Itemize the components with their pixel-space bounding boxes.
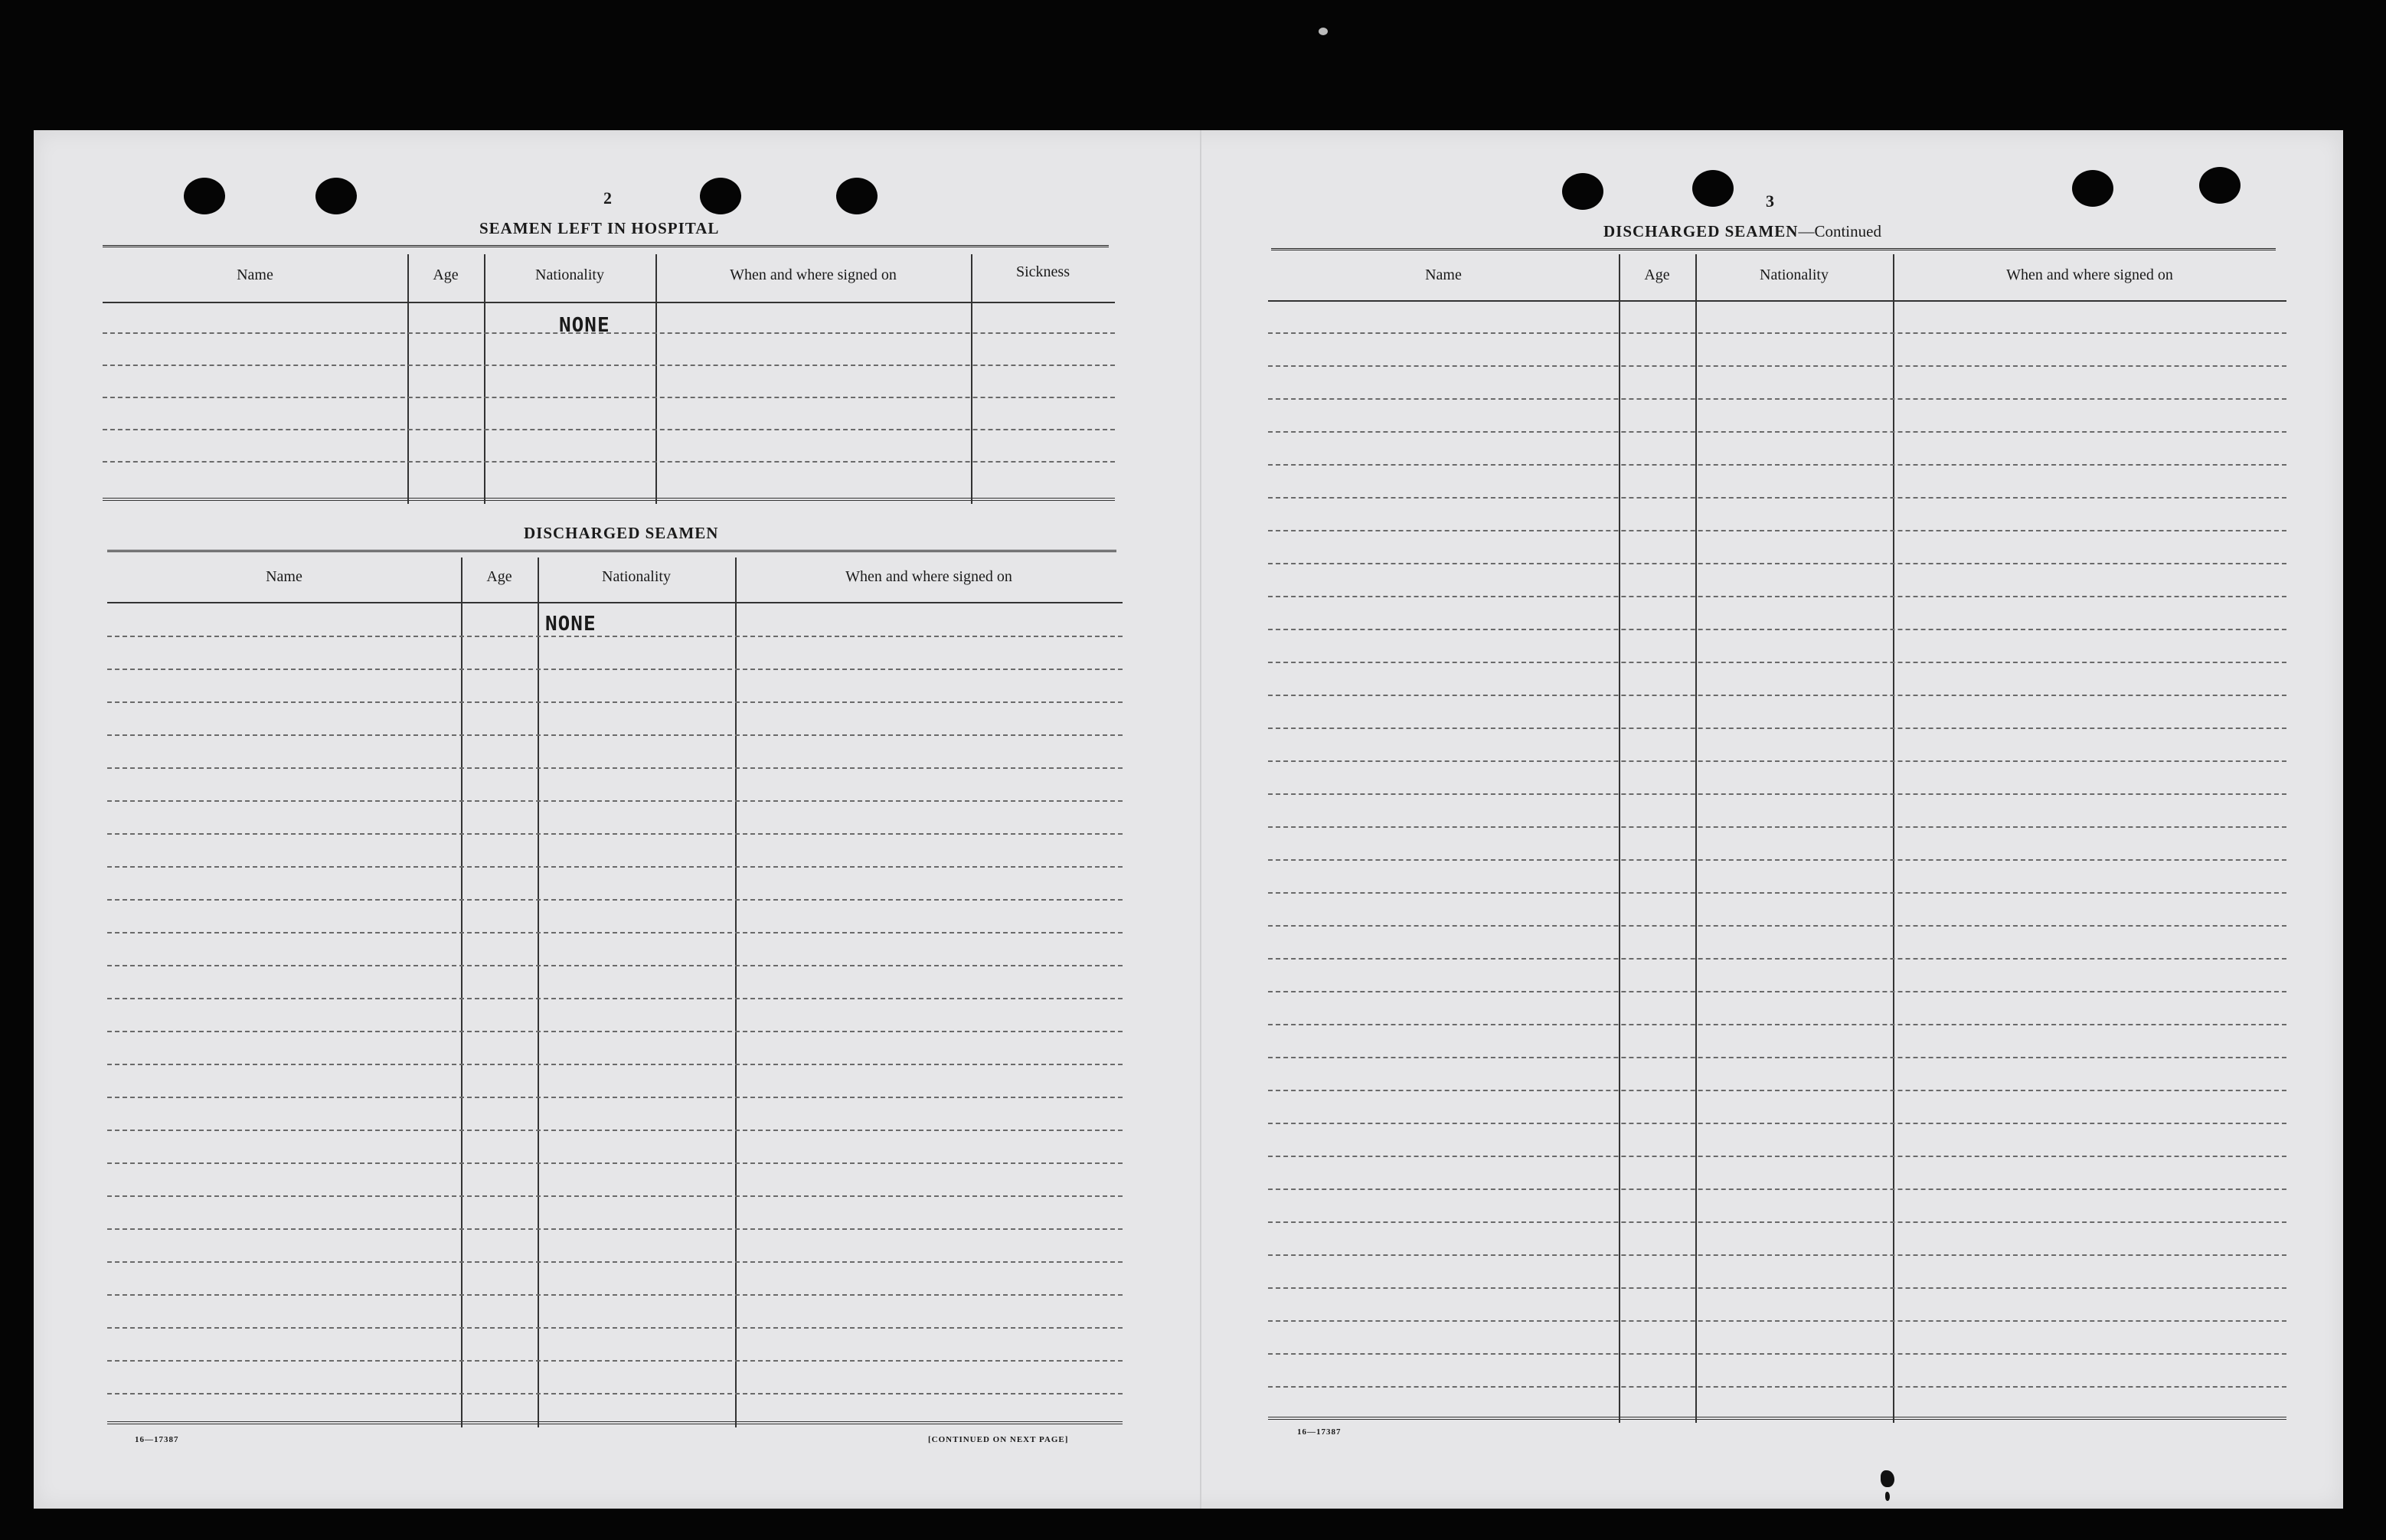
table-row xyxy=(107,1294,1123,1296)
table-row xyxy=(1268,431,2286,433)
table-row xyxy=(1268,596,2286,597)
col-header-age: Age xyxy=(486,568,512,585)
punch-hole xyxy=(2072,170,2113,207)
table-row xyxy=(107,1031,1123,1032)
col-header-signed-on: When and where signed on xyxy=(2006,266,2173,283)
table-row xyxy=(107,1195,1123,1197)
table-row xyxy=(107,998,1123,999)
table-row xyxy=(107,669,1123,670)
discharged-continued-title xyxy=(1603,222,1881,241)
dust-speck xyxy=(1319,28,1328,35)
table-row xyxy=(1268,958,2286,960)
table-row xyxy=(1268,365,2286,367)
table-row xyxy=(1268,629,2286,630)
column-divider xyxy=(407,254,409,504)
table-row xyxy=(1268,859,2286,861)
table-row xyxy=(1268,563,2286,564)
table-row xyxy=(1268,1221,2286,1223)
table-row xyxy=(107,899,1123,901)
hospital-table xyxy=(103,254,1115,504)
punch-hole xyxy=(1692,170,1734,207)
hospital-top-rule xyxy=(103,245,1109,250)
col-header-name: Name xyxy=(237,266,273,283)
discharged-table xyxy=(107,557,1123,1427)
table-row xyxy=(103,429,1115,430)
table-row xyxy=(103,397,1115,398)
table-row xyxy=(1268,793,2286,795)
table-row xyxy=(1268,1057,2286,1058)
column-divider xyxy=(484,254,485,504)
table-row xyxy=(107,965,1123,966)
table-row xyxy=(1268,1254,2286,1256)
punch-hole xyxy=(315,178,357,214)
table-row xyxy=(1268,1090,2286,1091)
discharged-continued-table xyxy=(1268,254,2286,1423)
table-row xyxy=(107,800,1123,802)
table-row xyxy=(1268,727,2286,729)
table-row xyxy=(1268,1189,2286,1190)
punch-hole xyxy=(184,178,225,214)
table-row xyxy=(107,701,1123,703)
table-row xyxy=(107,1130,1123,1131)
column-divider xyxy=(461,557,462,1427)
table-row xyxy=(1268,695,2286,696)
table-row xyxy=(107,767,1123,769)
column-divider xyxy=(971,254,972,504)
table-row xyxy=(1268,398,2286,400)
ink-blot xyxy=(1885,1492,1890,1501)
table-row xyxy=(1268,892,2286,894)
table-row xyxy=(1268,464,2286,466)
column-divider xyxy=(655,254,657,504)
table-row xyxy=(103,461,1115,463)
table-row xyxy=(107,734,1123,736)
col-header-name: Name xyxy=(1425,266,1462,283)
col-header-age: Age xyxy=(433,266,459,283)
table-row xyxy=(107,636,1123,637)
col-header-age: Age xyxy=(1644,266,1670,283)
hospital-section-title: SEAMEN LEFT IN HOSPITAL xyxy=(479,219,720,237)
table-row xyxy=(1268,1386,2286,1388)
table-row xyxy=(1268,332,2286,334)
table-row xyxy=(1268,530,2286,531)
column-divider xyxy=(538,557,539,1427)
title-suffix: —Continued xyxy=(1798,222,1881,240)
table-row xyxy=(107,1097,1123,1098)
table-row xyxy=(1268,1320,2286,1322)
col-header-nationality: Nationality xyxy=(535,266,604,283)
table-row xyxy=(1268,1353,2286,1355)
table-row xyxy=(1268,826,2286,828)
table-row xyxy=(107,833,1123,835)
punch-hole xyxy=(836,178,878,214)
column-divider xyxy=(1893,254,1894,1423)
discharged-none-stamp: NONE xyxy=(545,613,596,636)
col-header-sickness: Sickness xyxy=(1016,263,1070,280)
column-divider xyxy=(1619,254,1620,1423)
table-row xyxy=(1268,1156,2286,1157)
column-divider xyxy=(735,557,737,1427)
page-number: 3 xyxy=(1766,191,1774,211)
table-row xyxy=(107,1064,1123,1065)
table-row xyxy=(107,1393,1123,1395)
col-header-signed-on: When and where signed on xyxy=(730,266,897,283)
continued-note: [CONTINUED ON NEXT PAGE] xyxy=(928,1435,1069,1444)
table-row xyxy=(1268,1123,2286,1124)
right-top-rule xyxy=(1271,248,2276,253)
title-main: DISCHARGED SEAMEN xyxy=(1603,222,1799,240)
table-row xyxy=(1268,497,2286,499)
table-row xyxy=(1268,925,2286,927)
table-row xyxy=(107,1327,1123,1329)
table-row xyxy=(107,1162,1123,1164)
table-bottom-rule xyxy=(103,498,1115,504)
table-bottom-rule xyxy=(1268,1417,2286,1423)
discharged-section-title: DISCHARGED SEAMEN xyxy=(524,524,719,542)
col-header-nationality: Nationality xyxy=(1760,266,1829,283)
punch-hole xyxy=(2199,167,2241,204)
table-row xyxy=(1268,1287,2286,1289)
punch-hole xyxy=(1562,173,1603,210)
col-header-signed-on: When and where signed on xyxy=(845,568,1012,585)
table-row xyxy=(107,866,1123,868)
hospital-none-stamp: NONE xyxy=(559,314,610,337)
discharged-top-rule xyxy=(107,550,1116,554)
form-number: 16—17387 xyxy=(135,1435,179,1444)
table-row xyxy=(107,932,1123,933)
form-number: 16—17387 xyxy=(1297,1427,1342,1437)
table-row xyxy=(103,365,1115,366)
table-row xyxy=(1268,760,2286,762)
table-row xyxy=(1268,1024,2286,1025)
punch-hole xyxy=(700,178,741,214)
table-row xyxy=(107,1261,1123,1263)
ink-blot xyxy=(1881,1470,1894,1487)
page-fold xyxy=(1200,130,1201,1509)
col-header-nationality: Nationality xyxy=(602,568,671,585)
table-bottom-rule xyxy=(107,1421,1123,1427)
column-divider xyxy=(1695,254,1697,1423)
page-number: 2 xyxy=(603,188,612,208)
col-header-name: Name xyxy=(266,568,302,585)
table-row xyxy=(1268,662,2286,663)
table-row xyxy=(107,1228,1123,1230)
table-row xyxy=(1268,991,2286,992)
table-row xyxy=(107,1360,1123,1362)
